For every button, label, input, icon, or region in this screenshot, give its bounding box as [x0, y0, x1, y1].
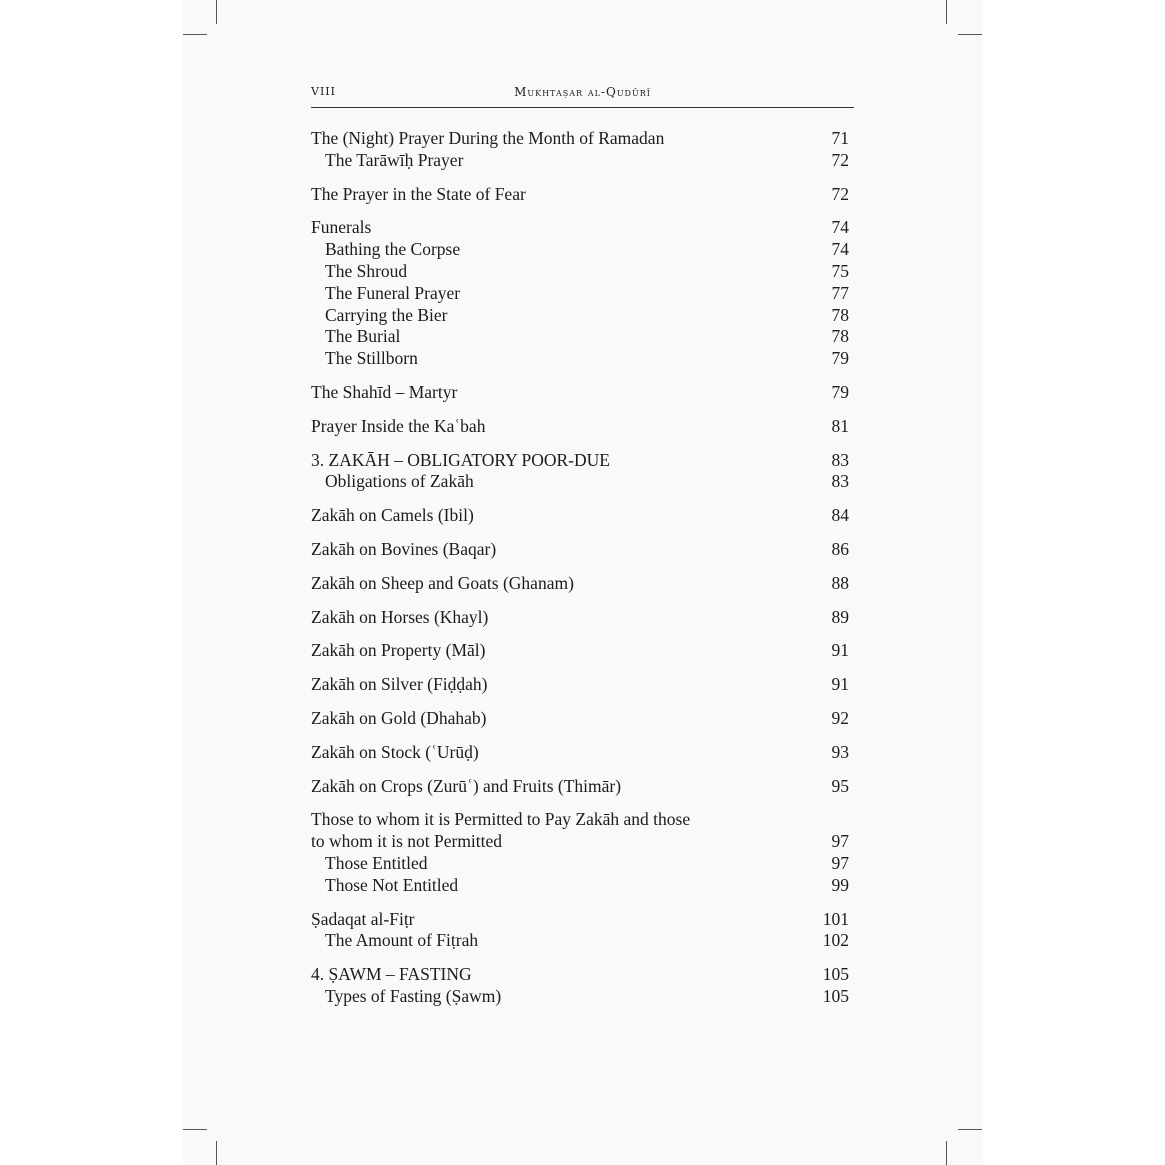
toc-page-number: 93 [831, 741, 849, 762]
toc-entry[interactable] [311, 128, 849, 150]
toc-entry-title: Funerals [311, 217, 372, 238]
toc-subentry[interactable] [311, 930, 849, 952]
toc-subentry[interactable] [311, 326, 849, 348]
toc-page-number: 79 [831, 348, 849, 369]
toc-entry-title: Zakāh on Stock (ʿUrūḍ) [311, 741, 479, 762]
toc-page-number: 105 [822, 985, 849, 1006]
toc-page-number: 77 [831, 282, 849, 303]
toc-page-number: 84 [831, 505, 849, 526]
toc-entry-title: Bathing the Corpse [325, 239, 461, 260]
toc-entry[interactable] [311, 742, 849, 764]
toc-group [311, 573, 849, 595]
toc-entry-title: Zakāh on Crops (Zurūʿ) and Fruits (Thimār) [311, 775, 622, 796]
toc-page-number: 101 [822, 908, 849, 929]
toc-subentry[interactable] [311, 305, 849, 327]
toc-entry[interactable] [311, 607, 849, 629]
toc-page-number: 71 [831, 128, 849, 148]
toc-subentry[interactable] [311, 348, 849, 370]
toc-page-number: 97 [831, 831, 849, 852]
crop-mark [958, 1129, 982, 1130]
crop-mark [216, 1141, 217, 1165]
toc-group [311, 607, 849, 629]
toc-entry-title: Zakāh on Horses (Khayl) [311, 606, 489, 627]
toc-page-number: 91 [831, 674, 849, 695]
running-header [311, 85, 854, 108]
toc-page-number: 83 [831, 449, 849, 470]
toc-group [311, 809, 849, 896]
toc-page-number: 81 [831, 415, 849, 436]
crop-mark [183, 34, 207, 35]
page-number: VIII [311, 85, 336, 98]
toc-page-number: 91 [831, 640, 849, 661]
toc-entry[interactable] [311, 450, 849, 472]
toc-entry-title: Those Not Entitled [325, 874, 459, 895]
toc-entry-title: Those Entitled [325, 852, 428, 873]
toc-subentry[interactable] [311, 261, 849, 283]
toc-entry-title: The Stillborn [325, 348, 418, 369]
toc-group [311, 776, 849, 798]
toc-group [311, 184, 849, 206]
crop-mark [946, 1141, 947, 1165]
toc-entry[interactable] [311, 505, 849, 527]
toc-group [311, 909, 849, 953]
crop-mark [183, 1129, 207, 1130]
toc-page-number: 74 [831, 217, 849, 238]
toc-entry-title: Zakāh on Bovines (Baqar) [311, 538, 497, 559]
book-title: Mukhtaṣar al-Qudūrī [514, 85, 651, 99]
toc-entry-title: The Shroud [325, 260, 408, 281]
toc-entry-title: Zakāh on Sheep and Goats (Ghanam) [311, 572, 574, 593]
toc-page-number: 83 [831, 471, 849, 492]
toc-entry[interactable] [311, 573, 849, 595]
toc-subentry[interactable] [311, 986, 849, 1008]
toc-page-number: 74 [831, 239, 849, 260]
toc-subentry[interactable] [311, 875, 849, 897]
toc-page-number: 78 [831, 326, 849, 347]
toc-entry-title: The Funeral Prayer [325, 282, 461, 303]
toc-entry[interactable] [311, 909, 849, 931]
toc-group [311, 742, 849, 764]
toc-page-number: 89 [831, 606, 849, 627]
toc-entry-title: 4. ṢAWM – FASTING [311, 964, 472, 985]
toc-group [311, 416, 849, 438]
toc-entry-title: The Prayer in the State of Fear [311, 183, 526, 204]
toc-group [311, 708, 849, 730]
toc-entry-title: Types of Fasting (Ṣawm) [325, 985, 502, 1006]
toc-subentry[interactable] [311, 239, 849, 261]
toc-entry[interactable] [311, 539, 849, 561]
toc-entry-title: Obligations of Zakāh [325, 471, 474, 492]
toc-entry[interactable] [311, 776, 849, 798]
crop-mark [946, 0, 947, 24]
toc-entry-title: Prayer Inside the Kaʿbah [311, 415, 486, 436]
toc-entry[interactable] [311, 382, 849, 404]
toc-group [311, 128, 849, 172]
toc-page-number: 97 [831, 852, 849, 873]
toc-group [311, 640, 849, 662]
toc-page-number: 102 [822, 930, 849, 951]
toc-entry-title: Zakāh on Silver (Fiḍḍah) [311, 674, 488, 695]
toc-entry[interactable] [311, 217, 849, 239]
toc-subentry[interactable] [311, 150, 849, 172]
toc-entry[interactable] [311, 416, 849, 438]
toc-group [311, 382, 849, 404]
toc-entry-title: 3. ZAKĀH – OBLIGATORY POOR-DUE [311, 449, 610, 470]
table-of-contents [311, 128, 849, 1020]
toc-group [311, 505, 849, 527]
toc-entry[interactable] [311, 708, 849, 730]
toc-page-number: 105 [822, 964, 849, 985]
toc-page-number: 95 [831, 775, 849, 796]
toc-entry-title: Zakāh on Gold (Dhahab) [311, 707, 487, 728]
toc-entry[interactable] [311, 809, 849, 831]
toc-entry-title: Ṣadaqat al-Fiṭr [311, 908, 415, 929]
toc-entry[interactable] [311, 640, 849, 662]
toc-entry[interactable] [311, 964, 849, 986]
toc-entry-title: The Amount of Fiṭrah [325, 930, 479, 951]
toc-page-number: 78 [831, 304, 849, 325]
toc-page-number: 72 [831, 183, 849, 204]
toc-group [311, 539, 849, 561]
toc-page-number: 86 [831, 538, 849, 559]
toc-page-number: 79 [831, 381, 849, 402]
toc-entry-title: Zakāh on Camels (Ibil) [311, 505, 474, 526]
toc-page-number: 92 [831, 707, 849, 728]
toc-entry-title: to whom it is not Permitted [311, 831, 503, 852]
toc-entry-title: The Shahīd – Martyr [311, 381, 458, 402]
toc-subentry[interactable] [311, 471, 849, 493]
toc-page-number: 75 [831, 260, 849, 281]
toc-page-number: 72 [831, 149, 849, 170]
toc-group [311, 674, 849, 696]
toc-subentry[interactable] [311, 283, 849, 305]
toc-entry[interactable] [311, 831, 849, 853]
toc-entry[interactable] [311, 674, 849, 696]
toc-entry-title: The (Night) Prayer During the Month of Ramadan [311, 128, 665, 148]
toc-page-number: 88 [831, 572, 849, 593]
toc-group [311, 964, 849, 1008]
toc-entry-title: The Tarāwīḥ Prayer [325, 149, 464, 170]
toc-entry-title: Carrying the Bier [325, 304, 448, 325]
toc-entry[interactable] [311, 184, 849, 206]
toc-group [311, 450, 849, 494]
crop-mark [958, 34, 982, 35]
toc-group [311, 217, 849, 370]
toc-entry-title: Those to whom it is Permitted to Pay Zakāh and those [311, 809, 691, 830]
toc-subentry[interactable] [311, 853, 849, 875]
toc-page-number: 99 [831, 874, 849, 895]
toc-entry-title: Zakāh on Property (Māl) [311, 640, 486, 661]
crop-mark [216, 0, 217, 24]
toc-entry-title: The Burial [325, 326, 401, 347]
